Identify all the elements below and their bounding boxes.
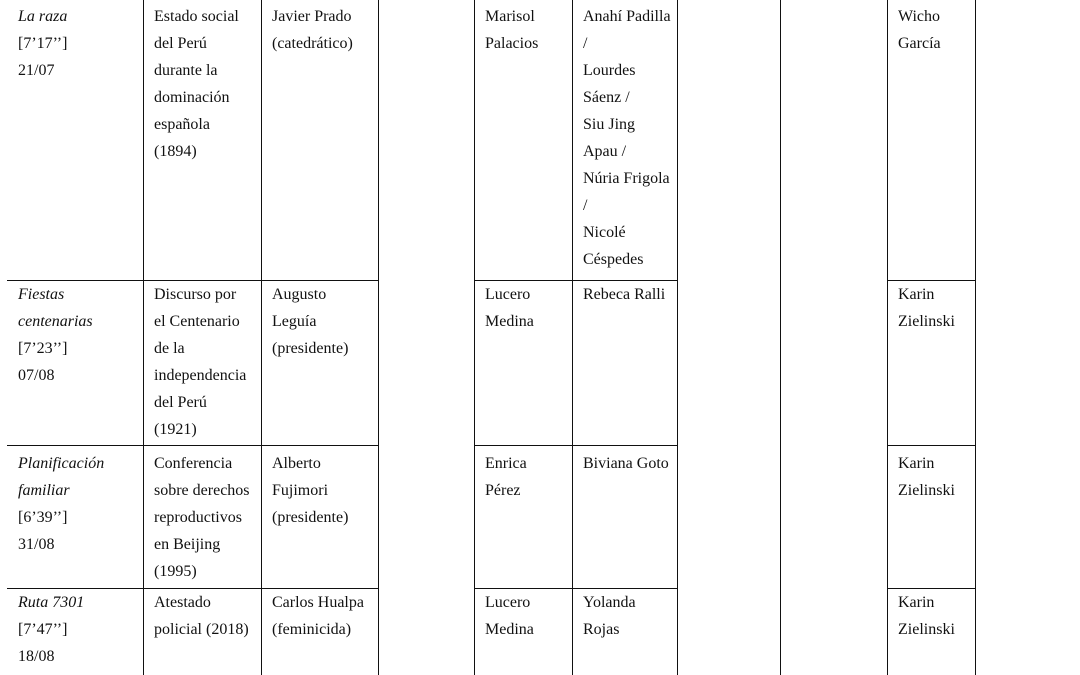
director-line: Karin	[898, 455, 935, 472]
source-line: española	[154, 116, 210, 133]
cell-author	[261, 3, 353, 57]
cell-actor	[474, 281, 534, 335]
director-line: Karin	[898, 594, 935, 611]
cell-author	[261, 281, 348, 362]
source-line: (1921)	[154, 421, 197, 438]
cell-cast	[572, 3, 671, 273]
table-row	[0, 588, 1080, 675]
author-line: Carlos Hualpa	[272, 594, 364, 611]
cell-source	[143, 450, 250, 585]
source-line: reproductivos	[154, 509, 242, 526]
cast-line: Rojas	[583, 621, 620, 638]
cell-source	[143, 589, 249, 643]
cell-source	[143, 3, 239, 165]
director-line: Zielinski	[898, 482, 955, 499]
cast-line: Rebeca Ralli	[583, 286, 666, 303]
actor-line: Pérez	[485, 482, 521, 499]
cell-cast	[572, 281, 665, 308]
cast-line: /	[583, 35, 588, 52]
cell-author	[261, 589, 364, 643]
cell-director	[887, 450, 955, 504]
cell-author	[261, 450, 348, 531]
work-date: 18/08	[18, 648, 55, 665]
source-line: el Centenario	[154, 313, 240, 330]
cast-line: Lourdes	[583, 62, 636, 79]
director-line: Wicho	[898, 8, 941, 25]
table-row	[0, 280, 1080, 445]
source-line: policial (2018)	[154, 621, 249, 638]
actor-line: Palacios	[485, 35, 539, 52]
work-title-line: familiar	[18, 482, 70, 499]
author-line: Augusto	[272, 286, 327, 303]
cast-line: Nicolé	[583, 224, 626, 241]
cast-line: Biviana Goto	[583, 455, 669, 472]
cast-line: Siu Jing	[583, 116, 636, 133]
work-duration: [7’47’’]	[18, 621, 68, 638]
cast-line: Yolanda	[583, 594, 636, 611]
cell-actor	[474, 450, 527, 504]
actor-line: Enrica	[485, 455, 527, 472]
actor-line: Lucero	[485, 594, 531, 611]
source-line: de la	[154, 340, 185, 357]
work-duration: [6’39’’]	[18, 509, 68, 526]
author-line: Alberto	[272, 455, 321, 472]
author-line: Fujimori	[272, 482, 329, 499]
source-line: Conferencia	[154, 455, 233, 472]
source-line: (1995)	[154, 563, 197, 580]
work-date: 07/08	[18, 367, 55, 384]
cast-line: Núria Frigola	[583, 170, 670, 187]
cell-work	[7, 281, 93, 389]
source-line: Discurso por	[154, 286, 237, 303]
work-duration: [7’17’’]	[18, 35, 68, 52]
work-title-line: Planificación	[18, 455, 105, 472]
work-title-line: Ruta 7301	[18, 594, 85, 611]
cast-line: Apau /	[583, 143, 627, 160]
director-line: Karin	[898, 286, 935, 303]
director-line: Zielinski	[898, 313, 955, 330]
cell-actor	[474, 3, 538, 57]
cell-director	[887, 3, 941, 57]
work-title-line: centenarias	[18, 313, 93, 330]
director-line: García	[898, 35, 941, 52]
cell-cast	[572, 589, 636, 643]
author-line: (presidente)	[272, 340, 349, 357]
cast-line: /	[583, 197, 588, 214]
source-line: Atestado	[154, 594, 211, 611]
actor-line: Medina	[485, 621, 534, 638]
source-line: del Perú	[154, 394, 207, 411]
cast-line: Anahí Padilla	[583, 8, 671, 25]
actor-line: Medina	[485, 313, 534, 330]
source-line: Estado social	[154, 8, 239, 25]
author-line: (catedrático)	[272, 35, 353, 52]
cell-actor	[474, 589, 534, 643]
source-line: sobre derechos	[154, 482, 250, 499]
work-title-line: La raza	[18, 8, 68, 25]
source-line: durante la	[154, 62, 218, 79]
table-row	[0, 0, 1080, 280]
cast-line: Céspedes	[583, 251, 644, 268]
source-line: del Perú	[154, 35, 207, 52]
source-line: (1894)	[154, 143, 197, 160]
cell-director	[887, 281, 955, 335]
cell-cast	[572, 450, 669, 477]
author-line: Javier Prado	[272, 8, 352, 25]
cell-work	[7, 589, 84, 670]
director-line: Zielinski	[898, 621, 955, 638]
table-row	[0, 445, 1080, 588]
cast-line: Sáenz /	[583, 89, 630, 106]
work-duration: [7’23’’]	[18, 340, 68, 357]
source-line: dominación	[154, 89, 230, 106]
source-line: en Beijing	[154, 536, 221, 553]
cell-work	[7, 3, 67, 84]
actor-line: Marisol	[485, 8, 535, 25]
work-date: 21/07	[18, 62, 55, 79]
author-line: Leguía	[272, 313, 317, 330]
cell-source	[143, 281, 246, 443]
actor-line: Lucero	[485, 286, 531, 303]
author-line: (presidente)	[272, 509, 349, 526]
cell-director	[887, 589, 955, 643]
work-date: 31/08	[18, 536, 55, 553]
author-line: (feminicida)	[272, 621, 352, 638]
cell-work	[7, 450, 104, 558]
source-line: independencia	[154, 367, 247, 384]
work-title-line: Fiestas	[18, 286, 65, 303]
